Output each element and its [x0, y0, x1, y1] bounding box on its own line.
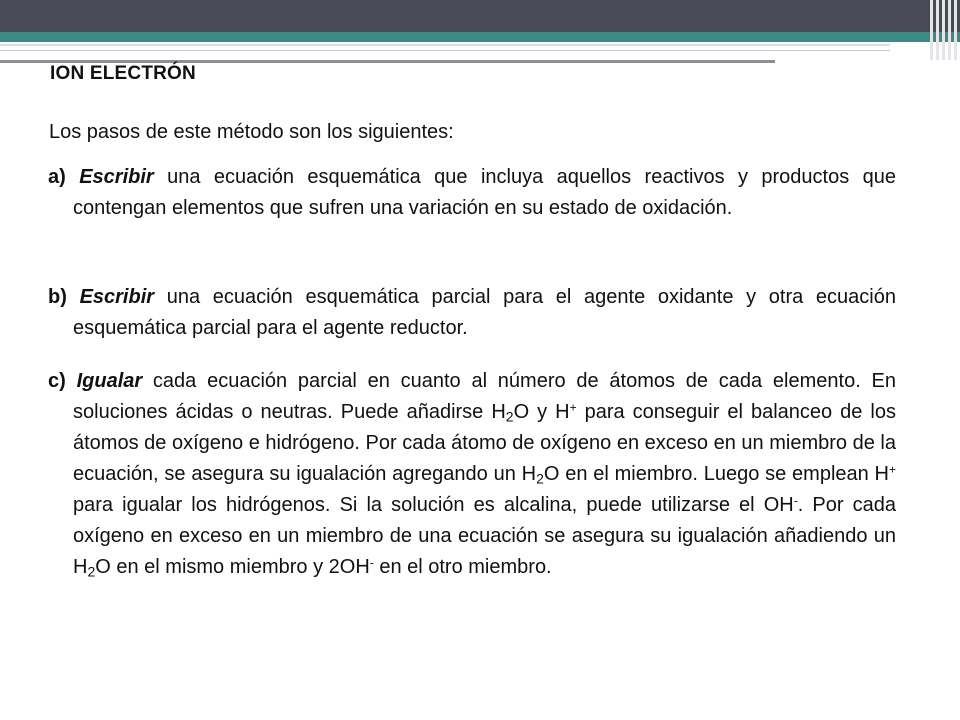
step-a-label: a): [48, 166, 66, 188]
step-c-text: O y H: [513, 401, 570, 423]
step-c: [48, 366, 896, 583]
subscript: 2: [536, 470, 544, 487]
header-rule-light: [0, 44, 890, 46]
step-b-text: una ecuación esquemática parcial para el agente oxidante y otra ecuación esquemática parcial para el agente reductor.: [73, 286, 896, 339]
step-c-text: O en el miembro. Luego se emplean H: [543, 463, 889, 485]
step-b: [48, 282, 896, 344]
step-a-text: una ecuación esquemática que incluya aquellos reactivos y productos que contengan elementos que sufren una variación en su estado de oxidación.: [73, 166, 897, 219]
superscript: +: [569, 400, 577, 415]
step-b-verb: Escribir: [79, 286, 155, 308]
step-c-text: . Por cada oxígeno en exceso en un miembro de una ecuación se asegura su igualación añadiendo un H: [73, 494, 896, 578]
step-c-text: O en el mismo miembro y 2OH: [95, 556, 370, 578]
step-c-text: cada ecuación parcial en cuanto al número de átomos de cada elemento. En soluciones ácidas o neutras. Puede añadirse H: [73, 370, 896, 423]
step-c-text: para igualar los hidrógenos. Si la solución es alcalina, puede utilizarse el OH: [73, 494, 794, 516]
step-a: [48, 162, 896, 224]
intro-text: Los pasos de este método son los siguientes:: [49, 121, 454, 143]
step-c-verb: Igualar: [76, 370, 143, 392]
header-rule-thin: [0, 50, 890, 51]
subscript: 2: [87, 563, 96, 580]
corner-decoration: [926, 0, 960, 60]
header-accent-band: [0, 32, 960, 42]
superscript: -: [793, 493, 798, 508]
step-c-text: en el otro miembro.: [373, 556, 552, 578]
subscript: 2: [505, 408, 514, 425]
superscript: +: [889, 462, 897, 477]
step-b-label: b): [48, 286, 67, 308]
step-a-verb: Escribir: [79, 166, 154, 188]
superscript: -: [369, 555, 374, 570]
header-bar: [0, 0, 960, 32]
step-c-text: para conseguir el balanceo de los átomos de oxígeno e hidrógeno. Por cada átomo de oxígeno en exceso en un miembro de la ecuación, se asegura su igualación agregando un H: [73, 401, 896, 485]
slide-title: ION ELECTRÓN: [50, 63, 196, 84]
step-c-label: c): [48, 370, 66, 392]
